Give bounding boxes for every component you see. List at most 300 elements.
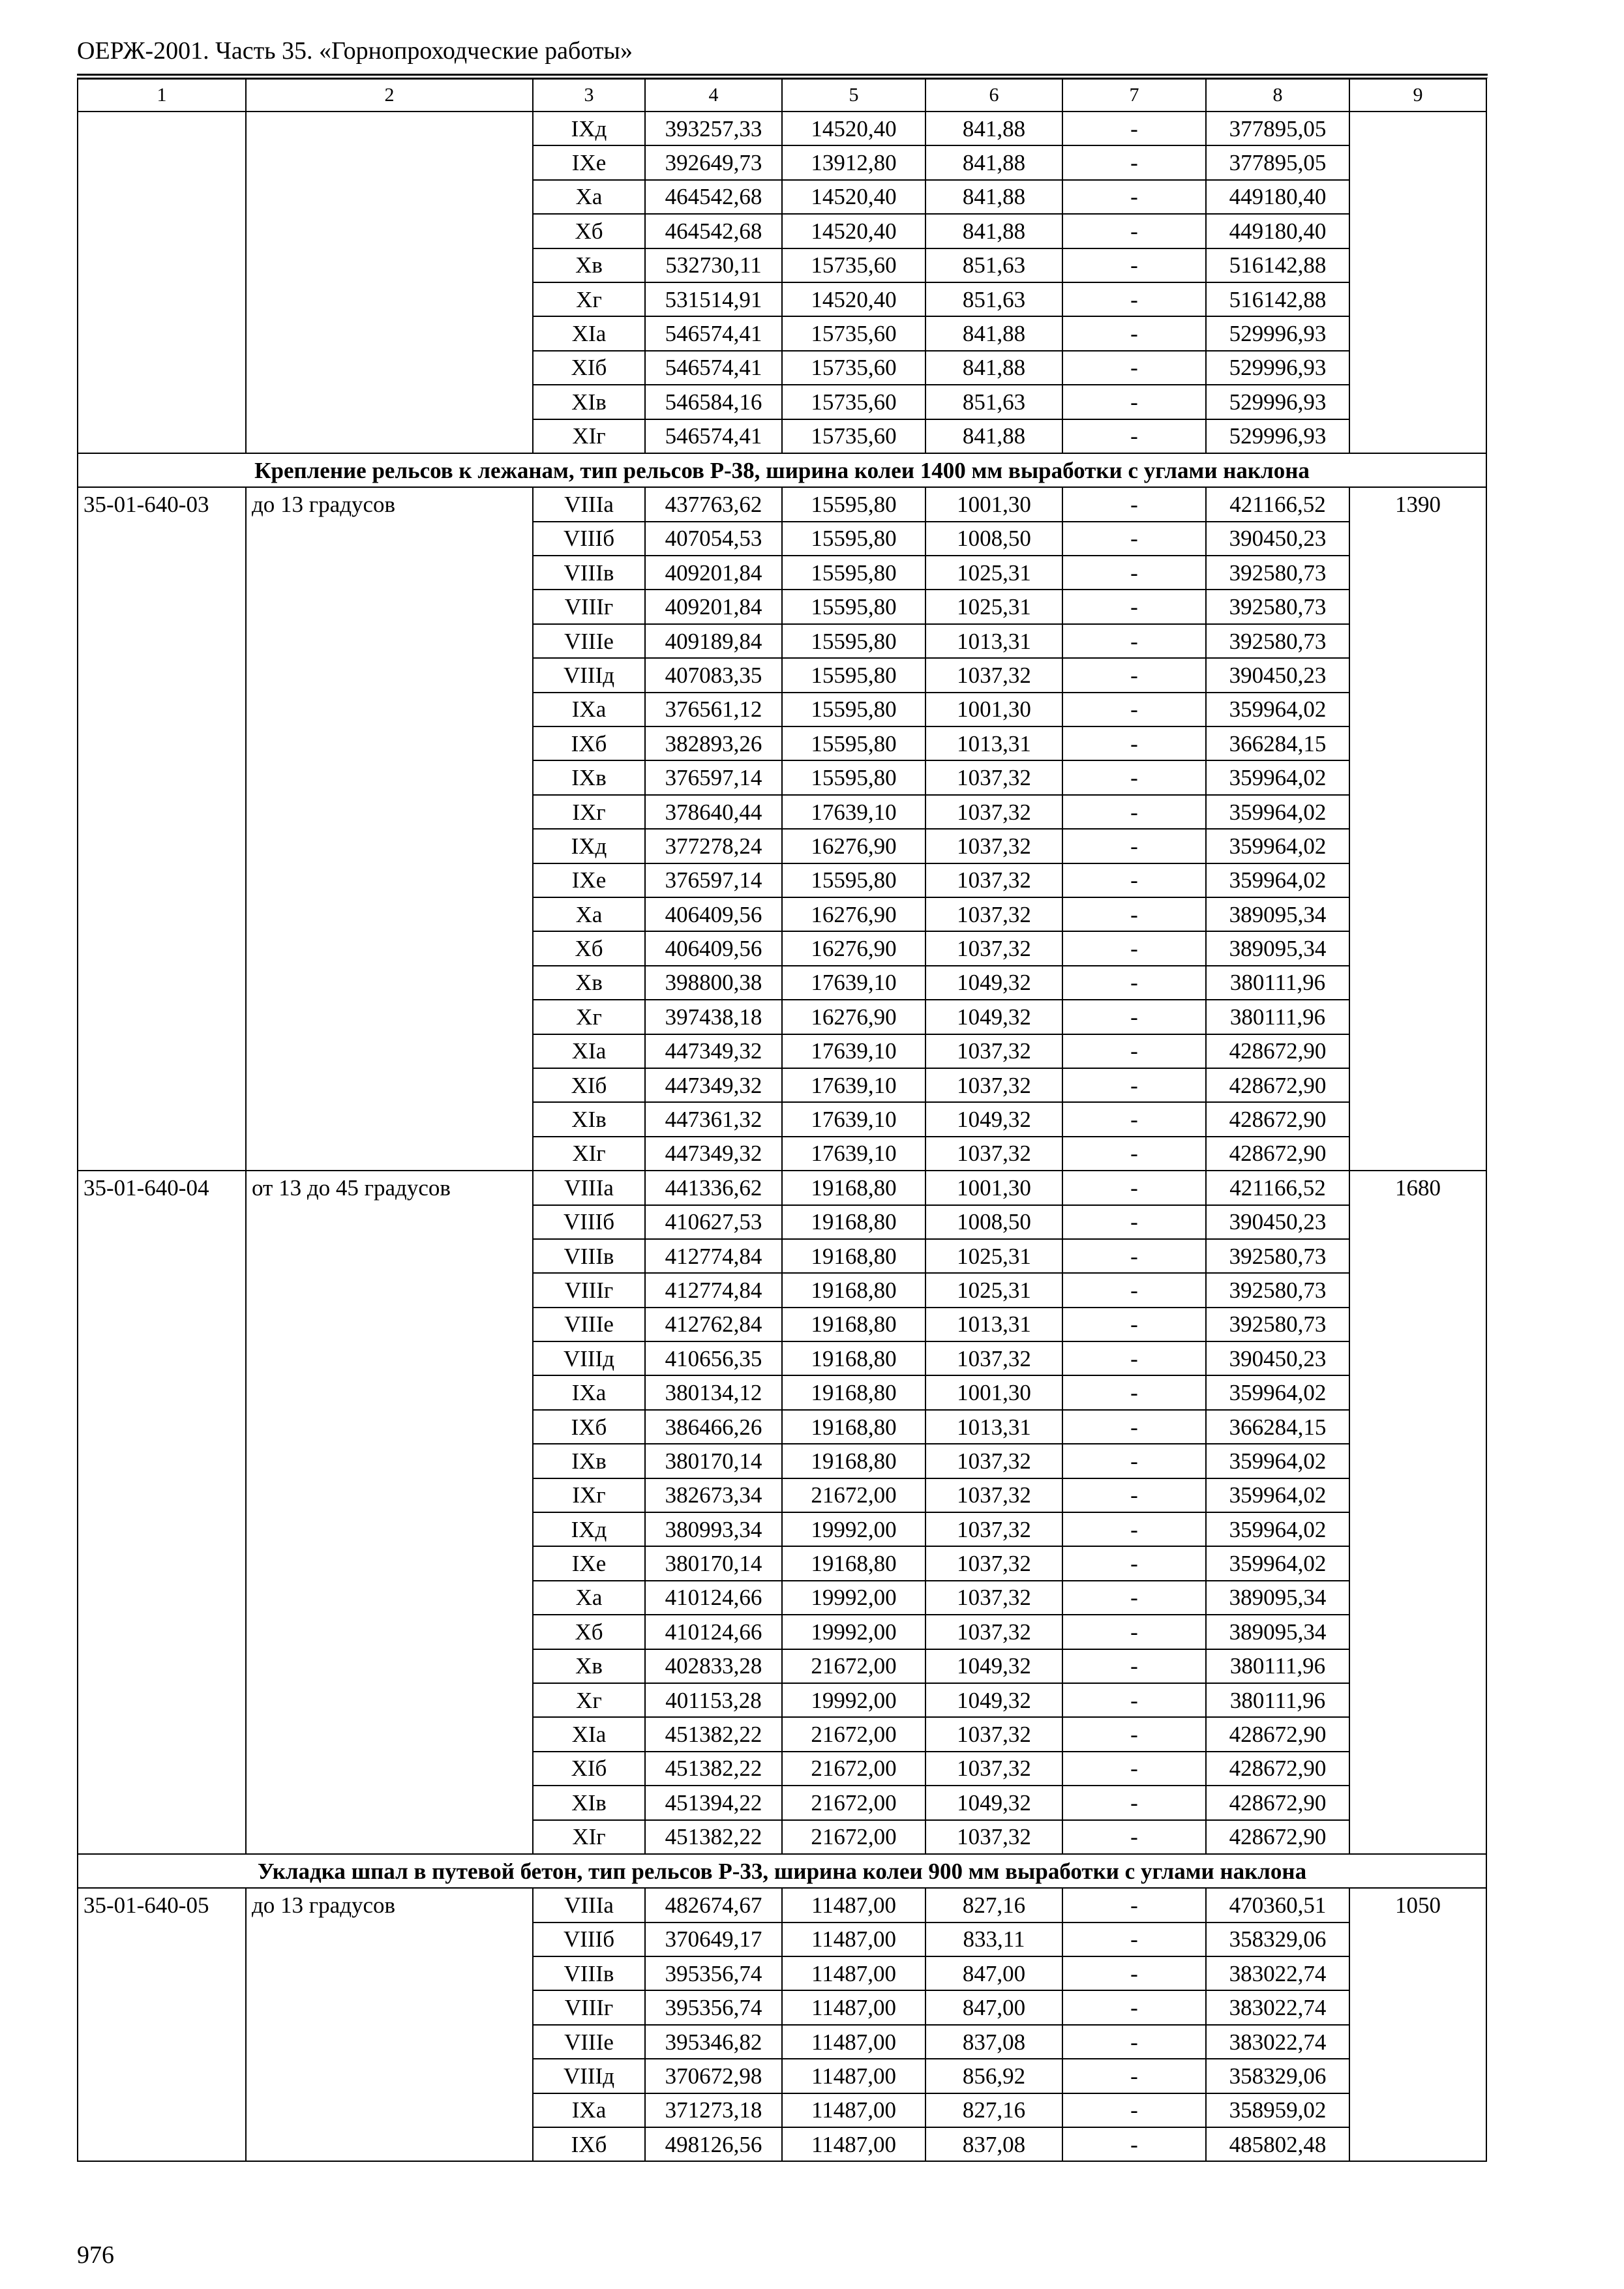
table-row <box>78 1171 1486 1204</box>
machine-cost-cell: 1037,32 <box>925 1581 1062 1615</box>
rate-description: до 13 градусов <box>246 487 533 1171</box>
dash-cell: - <box>1062 1615 1206 1649</box>
wages-cell: 15595,80 <box>782 487 925 521</box>
machine-cost-cell: 1013,31 <box>925 1410 1062 1444</box>
total-cost-cell: 409201,84 <box>645 556 782 590</box>
class-cell: Xа <box>533 897 645 931</box>
materials-cost-cell: 529996,93 <box>1206 385 1349 419</box>
machine-cost-cell: 847,00 <box>925 1956 1062 1990</box>
dash-cell: - <box>1062 2127 1206 2161</box>
dash-cell: - <box>1062 248 1206 282</box>
machine-cost-cell: 1025,31 <box>925 556 1062 590</box>
wages-cell: 17639,10 <box>782 1102 925 1136</box>
total-cost-cell: 532730,11 <box>645 248 782 282</box>
wages-cell: 19168,80 <box>782 1171 925 1204</box>
dash-cell: - <box>1062 1137 1206 1171</box>
total-cost-cell: 464542,68 <box>645 214 782 248</box>
machine-cost-cell: 841,88 <box>925 316 1062 350</box>
dash-cell: - <box>1062 1683 1206 1717</box>
machine-cost-cell: 1037,32 <box>925 1615 1062 1649</box>
total-cost-cell: 371273,18 <box>645 2093 782 2127</box>
wages-cell: 15735,60 <box>782 316 925 350</box>
machine-cost-cell: 1025,31 <box>925 1239 1062 1273</box>
total-cost-cell: 437763,62 <box>645 487 782 521</box>
dash-cell: - <box>1062 1444 1206 1478</box>
column-number: 1 <box>78 79 246 112</box>
dash-cell: - <box>1062 112 1206 145</box>
wages-cell: 15735,60 <box>782 419 925 453</box>
column-number: 6 <box>925 79 1062 112</box>
materials-cost-cell: 428672,90 <box>1206 1786 1349 1819</box>
class-cell: IXе <box>533 145 645 179</box>
total-cost-cell: 412762,84 <box>645 1308 782 1341</box>
materials-cost-cell: 359964,02 <box>1206 760 1349 794</box>
labor-cost-cell: 1390 <box>1349 487 1486 1171</box>
machine-cost-cell: 1025,31 <box>925 590 1062 623</box>
machine-cost-cell: 841,88 <box>925 214 1062 248</box>
materials-cost-cell: 390450,23 <box>1206 1341 1349 1375</box>
blank-cell <box>246 112 533 453</box>
total-cost-cell: 395356,74 <box>645 1990 782 2024</box>
class-cell: VIIIб <box>533 1922 645 1956</box>
total-cost-cell: 409189,84 <box>645 624 782 658</box>
class-cell: Xа <box>533 1581 645 1615</box>
wages-cell: 15595,80 <box>782 556 925 590</box>
machine-cost-cell: 841,88 <box>925 180 1062 214</box>
dash-cell: - <box>1062 316 1206 350</box>
total-cost-cell: 376597,14 <box>645 760 782 794</box>
total-cost-cell: 382673,34 <box>645 1478 782 1512</box>
dash-cell: - <box>1062 829 1206 863</box>
dash-cell: - <box>1062 351 1206 385</box>
materials-cost-cell: 390450,23 <box>1206 1205 1349 1239</box>
machine-cost-cell: 841,88 <box>925 419 1062 453</box>
wages-cell: 17639,10 <box>782 1068 925 1102</box>
dash-cell: - <box>1062 590 1206 623</box>
materials-cost-cell: 421166,52 <box>1206 1171 1349 1204</box>
dash-cell: - <box>1062 931 1206 965</box>
materials-cost-cell: 389095,34 <box>1206 1615 1349 1649</box>
machine-cost-cell: 1037,32 <box>925 1341 1062 1375</box>
materials-cost-cell: 383022,74 <box>1206 2025 1349 2059</box>
materials-cost-cell: 383022,74 <box>1206 1990 1349 2024</box>
machine-cost-cell: 841,88 <box>925 145 1062 179</box>
class-cell: IXе <box>533 863 645 897</box>
materials-cost-cell: 392580,73 <box>1206 590 1349 623</box>
machine-cost-cell: 1037,32 <box>925 829 1062 863</box>
materials-cost-cell: 485802,48 <box>1206 2127 1349 2161</box>
materials-cost-cell: 359964,02 <box>1206 863 1349 897</box>
wages-cell: 15595,80 <box>782 693 925 726</box>
rate-code: 35-01-640-03 <box>78 487 246 1171</box>
materials-cost-cell: 392580,73 <box>1206 1273 1349 1307</box>
wages-cell: 11487,00 <box>782 2127 925 2161</box>
materials-cost-cell: 389095,34 <box>1206 897 1349 931</box>
materials-cost-cell: 392580,73 <box>1206 1308 1349 1341</box>
class-cell: VIIIа <box>533 487 645 521</box>
total-cost-cell: 410656,35 <box>645 1341 782 1375</box>
total-cost-cell: 407083,35 <box>645 658 782 692</box>
class-cell: Xа <box>533 180 645 214</box>
dash-cell: - <box>1062 1820 1206 1854</box>
wages-cell: 15595,80 <box>782 522 925 556</box>
dash-cell: - <box>1062 1000 1206 1034</box>
materials-cost-cell: 377895,05 <box>1206 112 1349 145</box>
section-title: Укладка шпал в путевой бетон, тип рельсов Р-33, ширина колеи 900 мм выработки с углами наклона <box>78 1854 1486 1888</box>
class-cell: XIв <box>533 1786 645 1819</box>
wages-cell: 19168,80 <box>782 1205 925 1239</box>
section-row <box>78 453 1486 487</box>
wages-cell: 19168,80 <box>782 1444 925 1478</box>
total-cost-cell: 392649,73 <box>645 145 782 179</box>
wages-cell: 21672,00 <box>782 1752 925 1786</box>
materials-cost-cell: 428672,90 <box>1206 1102 1349 1136</box>
wages-cell: 14520,40 <box>782 282 925 316</box>
wages-cell: 19168,80 <box>782 1239 925 1273</box>
materials-cost-cell: 529996,93 <box>1206 316 1349 350</box>
total-cost-cell: 378640,44 <box>645 795 782 829</box>
wages-cell: 17639,10 <box>782 1034 925 1068</box>
dash-cell: - <box>1062 214 1206 248</box>
wages-cell: 19168,80 <box>782 1341 925 1375</box>
materials-cost-cell: 358329,06 <box>1206 1922 1349 1956</box>
dash-cell: - <box>1062 1956 1206 1990</box>
materials-cost-cell: 359964,02 <box>1206 829 1349 863</box>
materials-cost-cell: 516142,88 <box>1206 282 1349 316</box>
materials-cost-cell: 470360,51 <box>1206 1888 1349 1922</box>
wages-cell: 11487,00 <box>782 2025 925 2059</box>
machine-cost-cell: 841,88 <box>925 351 1062 385</box>
machine-cost-cell: 1037,32 <box>925 1068 1062 1102</box>
dash-cell: - <box>1062 180 1206 214</box>
dash-cell: - <box>1062 863 1206 897</box>
wages-cell: 16276,90 <box>782 1000 925 1034</box>
total-cost-cell: 401153,28 <box>645 1683 782 1717</box>
wages-cell: 21672,00 <box>782 1786 925 1819</box>
dash-cell: - <box>1062 1546 1206 1580</box>
total-cost-cell: 376561,12 <box>645 693 782 726</box>
machine-cost-cell: 1037,32 <box>925 658 1062 692</box>
materials-cost-cell: 383022,74 <box>1206 1956 1349 1990</box>
machine-cost-cell: 1001,30 <box>925 1375 1062 1409</box>
wages-cell: 19168,80 <box>782 1273 925 1307</box>
machine-cost-cell: 847,00 <box>925 1990 1062 2024</box>
machine-cost-cell: 833,11 <box>925 1922 1062 1956</box>
wages-cell: 11487,00 <box>782 2093 925 2127</box>
class-cell: IXб <box>533 726 645 760</box>
dash-cell: - <box>1062 760 1206 794</box>
machine-cost-cell: 1013,31 <box>925 726 1062 760</box>
materials-cost-cell: 516142,88 <box>1206 248 1349 282</box>
class-cell: Xв <box>533 966 645 1000</box>
machine-cost-cell: 1001,30 <box>925 693 1062 726</box>
machine-cost-cell: 1001,30 <box>925 487 1062 521</box>
materials-cost-cell: 366284,15 <box>1206 1410 1349 1444</box>
total-cost-cell: 412774,84 <box>645 1239 782 1273</box>
column-number: 8 <box>1206 79 1349 112</box>
dash-cell: - <box>1062 282 1206 316</box>
class-cell: IXг <box>533 1478 645 1512</box>
class-cell: Xв <box>533 248 645 282</box>
total-cost-cell: 393257,33 <box>645 112 782 145</box>
dash-cell: - <box>1062 1752 1206 1786</box>
dash-cell: - <box>1062 2059 1206 2093</box>
class-cell: VIIIг <box>533 590 645 623</box>
materials-cost-cell: 449180,40 <box>1206 180 1349 214</box>
wages-cell: 19168,80 <box>782 1546 925 1580</box>
wages-cell: 15595,80 <box>782 624 925 658</box>
materials-cost-cell: 529996,93 <box>1206 351 1349 385</box>
class-cell: VIIIб <box>533 522 645 556</box>
class-cell: IXд <box>533 829 645 863</box>
materials-cost-cell: 359964,02 <box>1206 1546 1349 1580</box>
dash-cell: - <box>1062 1512 1206 1546</box>
total-cost-cell: 410124,66 <box>645 1581 782 1615</box>
class-cell: Xг <box>533 282 645 316</box>
wages-cell: 19168,80 <box>782 1375 925 1409</box>
total-cost-cell: 395356,74 <box>645 1956 782 1990</box>
materials-cost-cell: 428672,90 <box>1206 1820 1349 1854</box>
dash-cell: - <box>1062 1102 1206 1136</box>
total-cost-cell: 451382,22 <box>645 1820 782 1854</box>
class-cell: IXб <box>533 1410 645 1444</box>
dash-cell: - <box>1062 1649 1206 1683</box>
wages-cell: 11487,00 <box>782 1922 925 1956</box>
class-cell: XIг <box>533 1820 645 1854</box>
materials-cost-cell: 389095,34 <box>1206 931 1349 965</box>
dash-cell: - <box>1062 1205 1206 1239</box>
machine-cost-cell: 1037,32 <box>925 897 1062 931</box>
materials-cost-cell: 380111,96 <box>1206 1000 1349 1034</box>
dash-cell: - <box>1062 2025 1206 2059</box>
dash-cell: - <box>1062 1888 1206 1922</box>
wages-cell: 17639,10 <box>782 1137 925 1171</box>
wages-cell: 21672,00 <box>782 1717 925 1751</box>
wages-cell: 15595,80 <box>782 726 925 760</box>
total-cost-cell: 407054,53 <box>645 522 782 556</box>
wages-cell: 11487,00 <box>782 1888 925 1922</box>
dash-cell: - <box>1062 1375 1206 1409</box>
machine-cost-cell: 1037,32 <box>925 795 1062 829</box>
total-cost-cell: 380170,14 <box>645 1444 782 1478</box>
total-cost-cell: 406409,56 <box>645 897 782 931</box>
machine-cost-cell: 1037,32 <box>925 863 1062 897</box>
class-cell: IXа <box>533 2093 645 2127</box>
total-cost-cell: 412774,84 <box>645 1273 782 1307</box>
materials-cost-cell: 377895,05 <box>1206 145 1349 179</box>
total-cost-cell: 447349,32 <box>645 1034 782 1068</box>
wages-cell: 15735,60 <box>782 385 925 419</box>
total-cost-cell: 546574,41 <box>645 316 782 350</box>
materials-cost-cell: 358329,06 <box>1206 2059 1349 2093</box>
machine-cost-cell: 1037,32 <box>925 1137 1062 1171</box>
dash-cell: - <box>1062 1581 1206 1615</box>
dash-cell: - <box>1062 624 1206 658</box>
table-row <box>78 487 1486 521</box>
page-header: ОЕРЖ-2001. Часть 35. «Горнопроходческие работы» <box>77 37 633 65</box>
dash-cell: - <box>1062 1239 1206 1273</box>
column-number: 4 <box>645 79 782 112</box>
machine-cost-cell: 1025,31 <box>925 1273 1062 1307</box>
class-cell: VIIIа <box>533 1171 645 1204</box>
materials-cost-cell: 421166,52 <box>1206 487 1349 521</box>
wages-cell: 19992,00 <box>782 1512 925 1546</box>
materials-cost-cell: 428672,90 <box>1206 1752 1349 1786</box>
wages-cell: 15595,80 <box>782 863 925 897</box>
wages-cell: 17639,10 <box>782 795 925 829</box>
materials-cost-cell: 359964,02 <box>1206 1478 1349 1512</box>
section-row <box>78 1854 1486 1888</box>
dash-cell: - <box>1062 693 1206 726</box>
wages-cell: 16276,90 <box>782 931 925 965</box>
class-cell: XIв <box>533 385 645 419</box>
dash-cell: - <box>1062 1410 1206 1444</box>
wages-cell: 15595,80 <box>782 658 925 692</box>
wages-cell: 21672,00 <box>782 1649 925 1683</box>
class-cell: Xг <box>533 1683 645 1717</box>
class-cell: VIIIг <box>533 1990 645 2024</box>
class-cell: IXа <box>533 1375 645 1409</box>
machine-cost-cell: 1037,32 <box>925 1717 1062 1751</box>
dash-cell: - <box>1062 1308 1206 1341</box>
dash-cell: - <box>1062 1990 1206 2024</box>
class-cell: XIа <box>533 1034 645 1068</box>
wages-cell: 15735,60 <box>782 351 925 385</box>
machine-cost-cell: 1001,30 <box>925 1171 1062 1204</box>
class-cell: VIIIд <box>533 2059 645 2093</box>
class-cell: XIв <box>533 1102 645 1136</box>
class-cell: Xб <box>533 931 645 965</box>
total-cost-cell: 451382,22 <box>645 1717 782 1751</box>
class-cell: VIIIв <box>533 1239 645 1273</box>
total-cost-cell: 395346,82 <box>645 2025 782 2059</box>
machine-cost-cell: 827,16 <box>925 1888 1062 1922</box>
class-cell: IXб <box>533 2127 645 2161</box>
dash-cell: - <box>1062 897 1206 931</box>
dash-cell: - <box>1062 1171 1206 1204</box>
materials-cost-cell: 380111,96 <box>1206 1683 1349 1717</box>
table-body <box>78 79 1486 2161</box>
dash-cell: - <box>1062 795 1206 829</box>
total-cost-cell: 386466,26 <box>645 1410 782 1444</box>
class-cell: IXг <box>533 795 645 829</box>
class-cell: XIг <box>533 1137 645 1171</box>
blank-cell <box>78 112 246 453</box>
machine-cost-cell: 1049,32 <box>925 1102 1062 1136</box>
wages-cell: 14520,40 <box>782 214 925 248</box>
total-cost-cell: 370672,98 <box>645 2059 782 2093</box>
total-cost-cell: 410627,53 <box>645 1205 782 1239</box>
dash-cell: - <box>1062 1922 1206 1956</box>
total-cost-cell: 377278,24 <box>645 829 782 863</box>
materials-cost-cell: 359964,02 <box>1206 1512 1349 1546</box>
column-number: 2 <box>246 79 533 112</box>
materials-cost-cell: 359964,02 <box>1206 1375 1349 1409</box>
wages-cell: 11487,00 <box>782 2059 925 2093</box>
total-cost-cell: 451382,22 <box>645 1752 782 1786</box>
class-cell: XIа <box>533 1717 645 1751</box>
total-cost-cell: 447349,32 <box>645 1137 782 1171</box>
wages-cell: 19992,00 <box>782 1581 925 1615</box>
materials-cost-cell: 428672,90 <box>1206 1068 1349 1102</box>
wages-cell: 15595,80 <box>782 590 925 623</box>
machine-cost-cell: 1008,50 <box>925 522 1062 556</box>
total-cost-cell: 546574,41 <box>645 351 782 385</box>
class-cell: XIа <box>533 316 645 350</box>
total-cost-cell: 531514,91 <box>645 282 782 316</box>
materials-cost-cell: 359964,02 <box>1206 693 1349 726</box>
class-cell: VIIIе <box>533 624 645 658</box>
wages-cell: 19168,80 <box>782 1308 925 1341</box>
wages-cell: 14520,40 <box>782 112 925 145</box>
total-cost-cell: 498126,56 <box>645 2127 782 2161</box>
rate-code: 35-01-640-05 <box>78 1888 246 2161</box>
machine-cost-cell: 827,16 <box>925 2093 1062 2127</box>
class-cell: VIIIд <box>533 1341 645 1375</box>
class-cell: XIб <box>533 1752 645 1786</box>
materials-cost-cell: 392580,73 <box>1206 624 1349 658</box>
wages-cell: 19992,00 <box>782 1615 925 1649</box>
total-cost-cell: 464542,68 <box>645 180 782 214</box>
machine-cost-cell: 837,08 <box>925 2127 1062 2161</box>
wages-cell: 11487,00 <box>782 1956 925 1990</box>
machine-cost-cell: 1049,32 <box>925 1000 1062 1034</box>
dash-cell: - <box>1062 522 1206 556</box>
column-number: 5 <box>782 79 925 112</box>
wages-cell: 19992,00 <box>782 1683 925 1717</box>
materials-cost-cell: 392580,73 <box>1206 556 1349 590</box>
materials-cost-cell: 358959,02 <box>1206 2093 1349 2127</box>
machine-cost-cell: 1037,32 <box>925 760 1062 794</box>
dash-cell: - <box>1062 556 1206 590</box>
class-cell: IXв <box>533 1444 645 1478</box>
total-cost-cell: 482674,67 <box>645 1888 782 1922</box>
wages-cell: 13912,80 <box>782 145 925 179</box>
machine-cost-cell: 1049,32 <box>925 1683 1062 1717</box>
total-cost-cell: 382893,26 <box>645 726 782 760</box>
total-cost-cell: 451394,22 <box>645 1786 782 1819</box>
materials-cost-cell: 428672,90 <box>1206 1034 1349 1068</box>
column-number: 3 <box>533 79 645 112</box>
total-cost-cell: 380993,34 <box>645 1512 782 1546</box>
machine-cost-cell: 1008,50 <box>925 1205 1062 1239</box>
machine-cost-cell: 1049,32 <box>925 1649 1062 1683</box>
rate-description: от 13 до 45 градусов <box>246 1171 533 1854</box>
total-cost-cell: 402833,28 <box>645 1649 782 1683</box>
rate-description: до 13 градусов <box>246 1888 533 2161</box>
materials-cost-cell: 392580,73 <box>1206 1239 1349 1273</box>
dash-cell: - <box>1062 1717 1206 1751</box>
dash-cell: - <box>1062 1341 1206 1375</box>
machine-cost-cell: 1049,32 <box>925 966 1062 1000</box>
total-cost-cell: 546574,41 <box>645 419 782 453</box>
class-cell: VIIIе <box>533 1308 645 1341</box>
wages-cell: 15595,80 <box>782 760 925 794</box>
class-cell: XIг <box>533 419 645 453</box>
blank-cell <box>1349 112 1486 453</box>
materials-cost-cell: 380111,96 <box>1206 966 1349 1000</box>
materials-cost-cell: 366284,15 <box>1206 726 1349 760</box>
materials-cost-cell: 428672,90 <box>1206 1137 1349 1171</box>
class-cell: Xб <box>533 214 645 248</box>
header-rule <box>77 74 1488 76</box>
rate-code: 35-01-640-04 <box>78 1171 246 1854</box>
class-cell: Xг <box>533 1000 645 1034</box>
materials-cost-cell: 390450,23 <box>1206 522 1349 556</box>
class-cell: XIб <box>533 351 645 385</box>
table-row <box>78 1888 1486 1922</box>
machine-cost-cell: 856,92 <box>925 2059 1062 2093</box>
